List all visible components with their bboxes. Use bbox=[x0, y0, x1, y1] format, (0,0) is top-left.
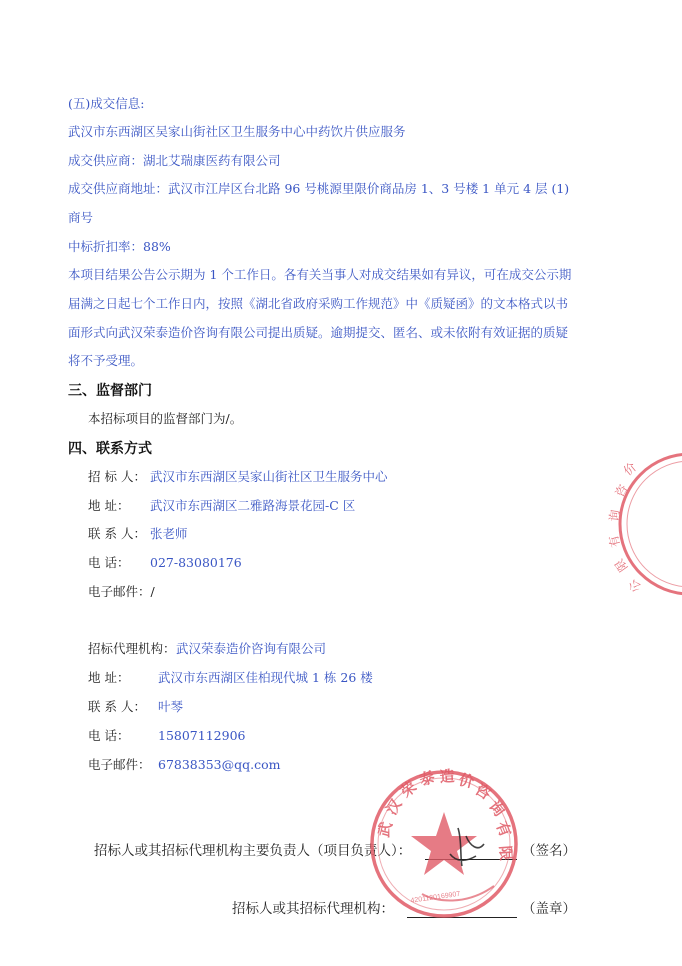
tenderer-name-value: 武汉市东西湖区吴家山街社区卫生服务中心 bbox=[150, 469, 388, 484]
svg-text:限: 限 bbox=[612, 556, 631, 575]
tenderer-address-value: 武汉市东西湖区二雅路海景花园-C 区 bbox=[150, 498, 356, 513]
agency-contact-value: 叶琴 bbox=[158, 699, 184, 714]
svg-text:有: 有 bbox=[606, 533, 623, 549]
agency-phone-label: 电 话： bbox=[88, 728, 130, 743]
agency-email-value: 67838353@qq.com bbox=[158, 757, 281, 772]
agency-address-value: 武汉市东西湖区佳柏现代城 1 栋 26 楼 bbox=[158, 670, 373, 685]
svg-text:询: 询 bbox=[484, 797, 508, 821]
agency-contact-label: 联 系 人： bbox=[88, 699, 146, 714]
tenderer-contact-value: 张老师 bbox=[150, 526, 188, 541]
svg-text:咨: 咨 bbox=[612, 482, 631, 500]
supplier: 成交供应商：湖北艾瑞康医药有限公司 bbox=[68, 153, 281, 168]
supplier-address-line1: 成交供应商地址：武汉市江岸区台北路 96 号桃源里限价商品房 1、3 号楼 1 单元 4 层 (1) bbox=[68, 181, 570, 196]
tenderer-contact-label: 联 系 人： bbox=[88, 526, 146, 541]
tenderer-name-label: 招 标 人： bbox=[88, 469, 146, 484]
project-name: 武汉市东西湖区吴家山街社区卫生服务中心中药饮片供应服务 bbox=[68, 124, 406, 139]
svg-text:武: 武 bbox=[375, 820, 396, 840]
agency-official-seal bbox=[366, 766, 522, 922]
svg-text:询: 询 bbox=[607, 509, 623, 523]
tenderer-phone-label: 电 话： bbox=[88, 555, 130, 570]
tenderer-email-label: 电子邮件：/ bbox=[88, 584, 155, 599]
notice-line-4: 将不予受理。 bbox=[68, 353, 144, 368]
supervision-text: 本招标项目的监督部门为/。 bbox=[88, 411, 243, 426]
agency-phone-value: 15807112906 bbox=[158, 728, 246, 743]
tenderer-phone-value: 027-83080176 bbox=[150, 555, 242, 570]
signature-line1-text: 招标人或其招标代理机构主要负责人（项目负责人）： bbox=[94, 843, 412, 859]
notice-line-1: 本项目结果公告公示期为 1 个工作日。各有关当事人对成交结果如有异议，可在成交公示期 bbox=[68, 267, 572, 282]
signature-line2-suffix: （盖章） bbox=[522, 901, 576, 917]
signature-line2-text: 招标人或其招标代理机构： bbox=[232, 901, 394, 917]
notice-line-2: 届满之日起七个工作日内，按照《湖北省政府采购工作规范》中《质疑函》的文本格式以书 bbox=[68, 296, 569, 311]
tenderer-address-label: 地 址： bbox=[88, 498, 130, 513]
agency-name-label: 招标代理机构： bbox=[88, 641, 176, 656]
agency-address-label: 地 址： bbox=[88, 670, 130, 685]
svg-text:咨: 咨 bbox=[471, 780, 494, 804]
section5-heading: (五)成交信息: bbox=[68, 96, 145, 111]
agency-email-label: 电子邮件： bbox=[88, 757, 151, 772]
svg-text:价: 价 bbox=[620, 459, 640, 479]
notice-line-3: 面形式向武汉荣泰造价咨询有限公司提出质疑。逾期提交、匿名、或未依附有效证据的质疑 bbox=[68, 325, 569, 340]
agency-name-value: 武汉荣泰造价咨询有限公司 bbox=[176, 641, 327, 656]
supplier-address-line2: 商号 bbox=[68, 210, 94, 225]
svg-text:4201120169907: 4201120169907 bbox=[410, 890, 461, 905]
signature-line1-suffix: （签名） bbox=[522, 843, 576, 859]
svg-text:限: 限 bbox=[496, 845, 515, 862]
svg-text:泰: 泰 bbox=[417, 768, 438, 790]
svg-text:荣: 荣 bbox=[397, 778, 421, 802]
discount-rate: 中标折扣率：88% bbox=[68, 239, 171, 254]
right-partial-seal bbox=[608, 448, 682, 602]
svg-text:公: 公 bbox=[625, 576, 644, 596]
svg-text:价: 价 bbox=[457, 771, 476, 792]
section3-heading: 三、监督部门 bbox=[68, 383, 152, 399]
svg-text:造: 造 bbox=[439, 767, 456, 786]
seal-star-icon bbox=[411, 812, 477, 875]
svg-text:有: 有 bbox=[492, 819, 514, 840]
svg-text:汉: 汉 bbox=[382, 796, 406, 819]
section4-heading: 四、联系方式 bbox=[68, 441, 152, 457]
